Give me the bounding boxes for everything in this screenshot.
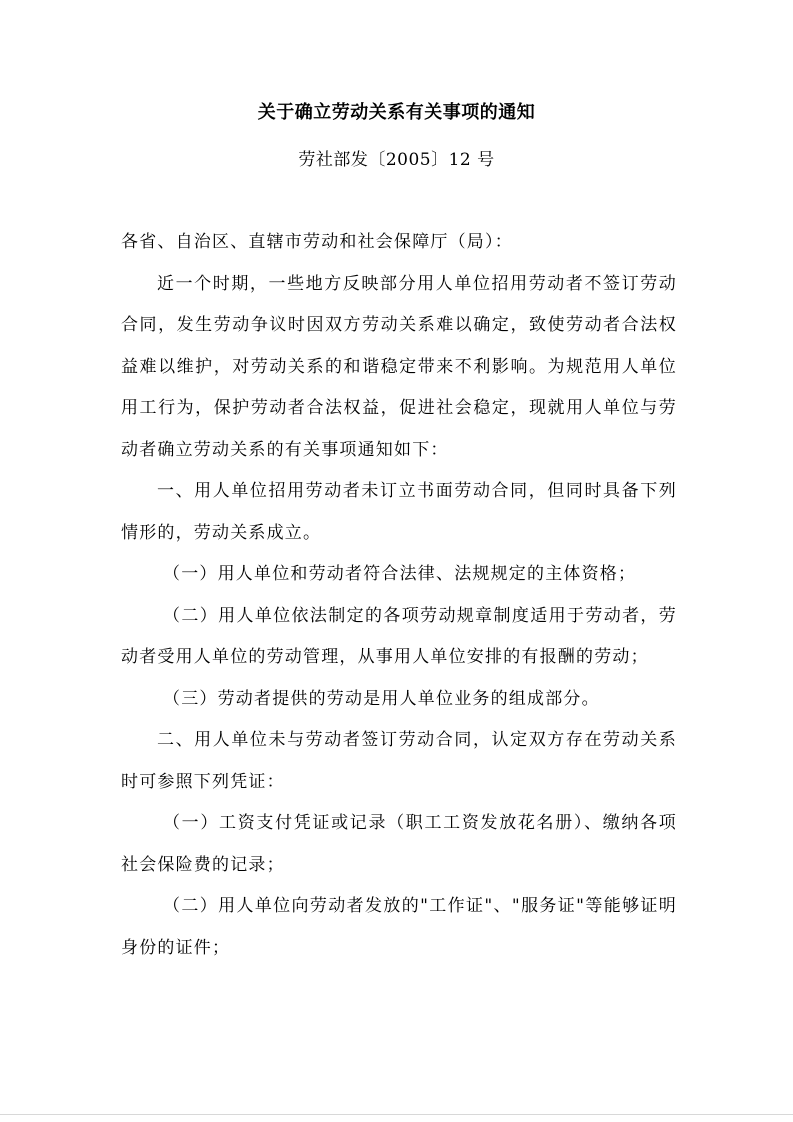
paragraph-item-2-1: （一）工资支付凭证或记录（职工工资发放花名册）、缴纳各项社会保险费的记录； bbox=[121, 813, 677, 875]
paragraph-item-1-3: （三）劳动者提供的劳动是用人单位业务的组成部分。 bbox=[163, 688, 600, 709]
paragraph-section-2: 二、用人单位未与劳动者签订劳动合同，认定双方存在劳动关系时可参照下列凭证： bbox=[121, 730, 677, 792]
paragraph-section-1: 一、用人单位招用劳动者未订立书面劳动合同，但同时具备下列情形的，劳动关系成立。 bbox=[121, 481, 677, 543]
document-number: 劳社部发〔2005〕12 号 bbox=[298, 150, 495, 170]
document-body bbox=[121, 222, 677, 969]
paragraph-item-2-2: （二）用人单位向劳动者发放的"工作证"、"服务证"等能够证明身份的证件； bbox=[121, 896, 677, 958]
salutation: 各省、自治区、直辖市劳动和社会保障厅（局）： bbox=[121, 232, 513, 252]
paragraph-item-1-1: （一）用人单位和劳动者符合法律、法规规定的主体资格； bbox=[163, 564, 637, 584]
paragraph-intro: 近一个时期，一些地方反映部分用人单位招用劳动者不签订劳动合同，发生劳动争议时因双方劳动关系难以确定，致使劳动者合法权益难以维护，对劳动关系的和谐稳定带来不利影响。为规范用人单位用工行为，保护劳动者合法权益，促进社会稳定，现就用人单位与劳动者确立劳动关系的有关事项通知如下： bbox=[121, 273, 677, 460]
document-title: 关于确立劳动关系有关事项的通知 bbox=[257, 102, 536, 123]
page-bottom-divider bbox=[0, 1114, 793, 1115]
paragraph-item-1-2: （二）用人单位依法制定的各项劳动规章制度适用于劳动者，劳动者受用人单位的劳动管理，从事用人单位安排的有报酬的劳动； bbox=[121, 605, 677, 667]
